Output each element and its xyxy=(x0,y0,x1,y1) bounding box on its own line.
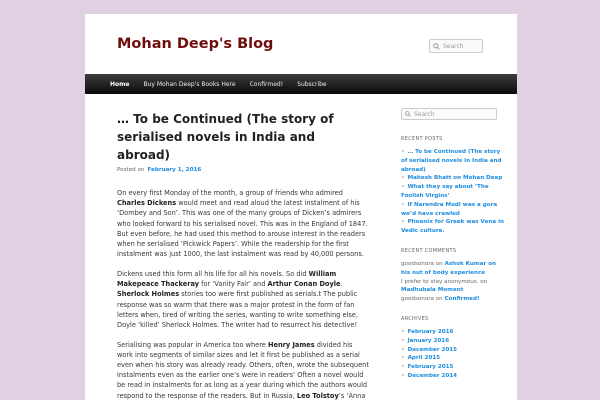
text: Serialising was popular in America too where xyxy=(117,340,268,349)
paragraph-3 xyxy=(117,340,369,400)
archive-text[interactable]: February 2016 xyxy=(407,328,454,335)
bold-text: Sherlock Holmes xyxy=(117,290,180,299)
paragraph-2 xyxy=(117,269,369,330)
archive-link[interactable] xyxy=(401,372,505,381)
recent-comments-title: RECENT COMMENTS xyxy=(401,247,457,254)
recent-post-link[interactable] xyxy=(401,148,505,174)
text: would meet and read aloud the latest instalment of his ‘Dombey and Son’. This was one of the many groups of Dicken’s admirers who looked forward to his serialised novel. This was in the England of 1847. But even before, he had used this method to arouse interest in the readers when he serialised ‘Pickwick Papers’. While the readership for the first instalment was just 1000, the last instalment was read by 40,000 persons. xyxy=(117,199,368,259)
archive-link[interactable] xyxy=(401,346,505,355)
header-search-input[interactable] xyxy=(443,43,481,50)
archive-link[interactable] xyxy=(401,328,505,337)
text: for ‘Vanity Fair’ and xyxy=(199,280,268,289)
archive-link[interactable] xyxy=(401,354,505,363)
bullet-icon: • xyxy=(401,346,405,353)
recent-comment xyxy=(401,278,505,296)
sidebar-search[interactable] xyxy=(401,108,497,120)
comment-on: on xyxy=(478,278,488,285)
recent-comment xyxy=(401,260,505,278)
recent-post-link[interactable] xyxy=(401,174,505,183)
bold-text: Arthur Conan Doyle xyxy=(267,280,341,289)
bold-text: Leo Tolstoy xyxy=(296,391,339,400)
sidebar xyxy=(401,108,505,393)
bold-text: William Makepeace Thackeray xyxy=(117,269,337,289)
archive-text[interactable]: December 2014 xyxy=(407,372,458,379)
archive-text[interactable]: February 2015 xyxy=(407,364,454,371)
recent-post-link[interactable] xyxy=(401,218,505,236)
search-icon xyxy=(405,111,411,117)
bullet-icon: • xyxy=(401,328,405,335)
bullet-icon: • xyxy=(401,219,405,226)
recent-posts-title: RECENT POSTS xyxy=(401,136,443,142)
archive-link[interactable] xyxy=(401,337,505,346)
recent-posts-widget xyxy=(401,136,505,236)
recent-comment xyxy=(401,295,505,304)
archives-widget xyxy=(401,316,505,381)
archive-text[interactable]: December 2015 xyxy=(407,346,458,353)
text: Dickens used this form all his life for all his novels. So did xyxy=(117,269,309,278)
bold-text: Henry James xyxy=(267,340,315,349)
recent-post-link[interactable] xyxy=(401,201,505,219)
archive-link[interactable] xyxy=(401,363,505,372)
bullet-icon: • xyxy=(401,149,405,155)
recent-post-link[interactable] xyxy=(401,183,505,201)
recent-post-text[interactable]: Mahesh Bhatt on Mohan Deep xyxy=(407,175,503,182)
nav-confirmed[interactable]: Confirmed! xyxy=(249,80,284,88)
posted-on-label: Posted on xyxy=(117,167,145,173)
comment-post-link[interactable]: Ashok Kumar on his out of body experience xyxy=(401,260,497,276)
search-icon xyxy=(433,43,440,50)
bullet-icon: • xyxy=(401,355,405,362)
comment-post-link[interactable]: Confirmed! xyxy=(444,296,480,303)
header-search[interactable] xyxy=(429,39,483,53)
recent-comments-widget xyxy=(401,248,505,304)
sidebar-search-input[interactable] xyxy=(414,111,452,118)
bullet-icon: • xyxy=(401,184,405,191)
bullet-icon: • xyxy=(401,372,405,379)
bullet-icon: • xyxy=(401,364,405,371)
text: On every first Monday of the month, a group of friends who admired xyxy=(117,189,343,197)
nav-subscribe[interactable]: Subscribe xyxy=(297,80,327,88)
recent-post-text[interactable]: … To be Continued (The story of serialised novels in India and abroad) xyxy=(401,149,502,173)
archive-text[interactable]: April 2015 xyxy=(407,355,441,362)
comment-author: I prefer to stay anonymous. xyxy=(401,278,479,285)
archive-text[interactable]: January 2016 xyxy=(407,337,450,344)
archives-title: ARCHIVES xyxy=(401,315,429,322)
page-container xyxy=(85,14,517,400)
text: . xyxy=(340,280,343,289)
recent-post-text[interactable]: Phoenix for Greek was Vena in Vedic culture. xyxy=(401,219,504,235)
post-meta xyxy=(117,167,369,173)
comment-post-link[interactable]: Madhubala Moment xyxy=(401,287,464,294)
bold-text: Charles Dickens xyxy=(117,199,177,208)
paragraph-1 xyxy=(117,188,369,259)
comment-author: goodsonora xyxy=(401,260,434,267)
post-title[interactable]: … To be Continued (The story of serialised novels in India and abroad) xyxy=(117,112,334,162)
comment-on: on xyxy=(433,260,445,267)
nav-home[interactable]: Home xyxy=(110,80,130,88)
recent-post-text[interactable]: What they say about ‘The Foolish Virgins’ xyxy=(401,184,489,199)
text: divided his work into segments of similar sizes and let it first be published as a serial even when his story was already ready. Others, often, wrote the subsequent instalments even as the earlier one’s were in readers’ Often a novel would be read in instalments for as long as a year during which the authors would respond to the response of the readers. But in Russia, xyxy=(117,340,369,400)
post-date-link[interactable]: February 1, 2016 xyxy=(147,167,202,173)
nav-buy-books[interactable]: Buy Mohan Deep's Books Here xyxy=(143,80,236,88)
text: stories too were first published as serials.t The public response was so warm that there was a major protest in the form of fan letters when, tired of writing the series, wanting to write something else, Doyle ‘killed’ Sherlock Holmes. The writer had to resurrect his detective! xyxy=(117,290,358,329)
main-nav xyxy=(85,74,517,94)
recent-post-text[interactable]: If Narendra Modi was a gora we’d have crawled xyxy=(401,201,498,217)
bullet-icon: • xyxy=(401,201,405,208)
text: ’s ‘Anna xyxy=(338,391,366,400)
comment-author: goodsonora xyxy=(401,296,434,303)
comment-on: on xyxy=(433,296,445,303)
bullet-icon: • xyxy=(401,337,405,344)
bullet-icon: • xyxy=(401,175,405,182)
post-content xyxy=(117,110,369,400)
site-title[interactable]: Mohan Deep's Blog xyxy=(117,36,274,52)
